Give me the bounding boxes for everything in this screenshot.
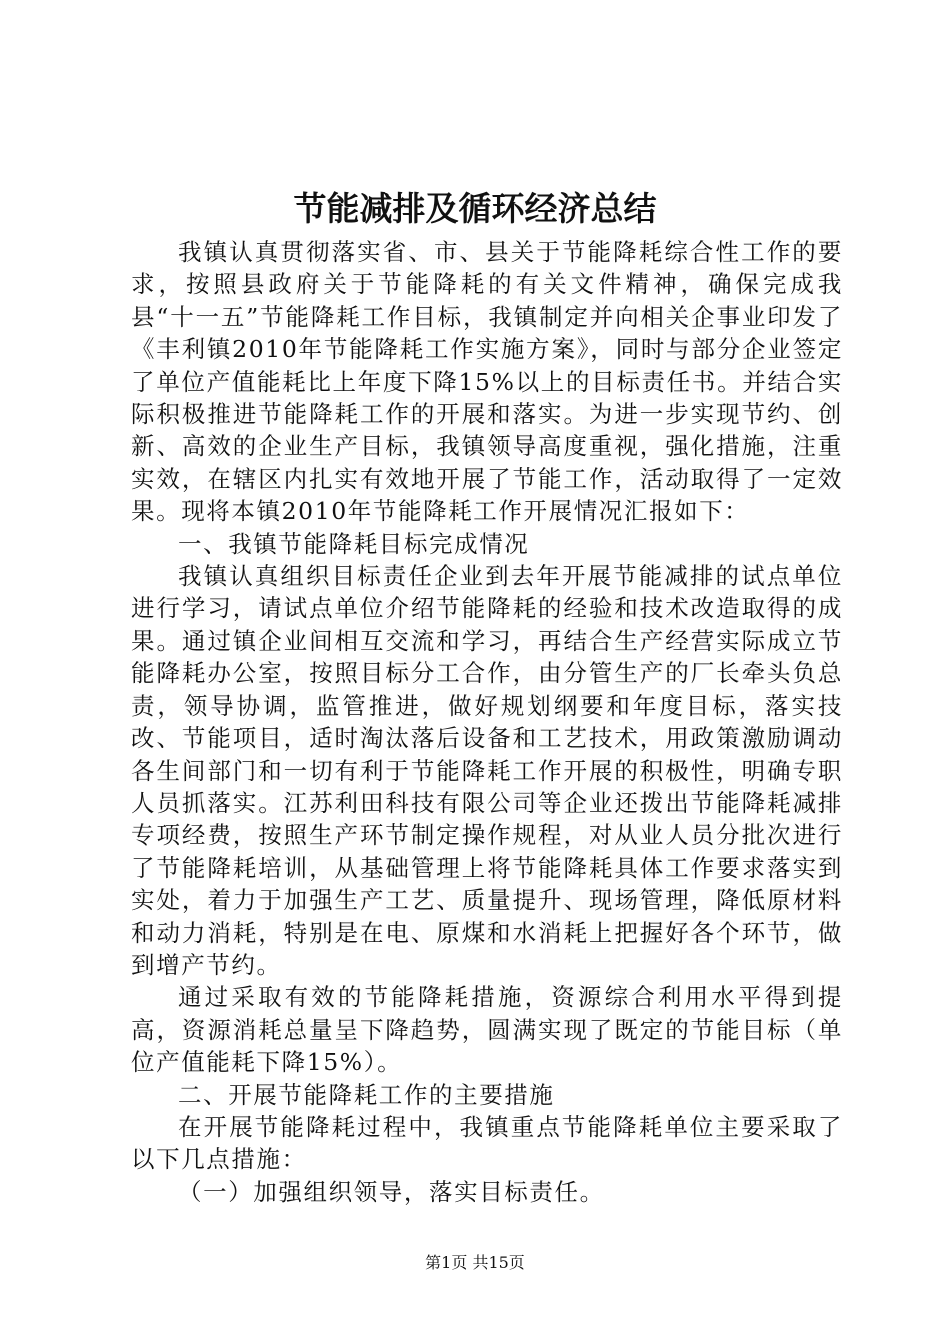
paragraph-results: 通过采取有效的节能降耗措施，资源综合利用水平得到提高，资源消耗总量呈下降趋势，圆满实现了既定的节能目标（单位产值能耗下降15%）。 (131, 983, 843, 1077)
document-title: 节能减排及循环经济总结 (293, 189, 657, 228)
page-footer: 第1页 共15页 (425, 1253, 525, 1272)
paragraph-intro: 我镇认真贯彻落实省、市、县关于节能降耗综合性工作的要求，按照县政府关于节能降耗的有关文件精神，确保完成我县“十一五”节能降耗工作目标，我镇制定并向相关企事业印发了《丰利镇2010年节能降耗工作实施方案》，同时与部分企业签定了单位产值能耗比上年度下降15%以上的目标责任书。并结合实际积极推进节能降耗工作的开展和落实。为进一步实现节约、创新、高效的企业生产目标，我镇领导高度重视，强化措施，注重实效，在辖区内扎实有效地开展了节能工作，活动取得了一定效果。现将本镇2010年节能降耗工作开展情况汇报如下： (131, 238, 843, 526)
paragraph-section-1: 我镇认真组织目标责任企业到去年开展节能减排的试点单位进行学习，请试点单位介绍节能降耗的经验和技术改造取得的成果。通过镇企业间相互交流和学习，再结合生产经营实际成立节能降耗办公室，按照目标分工合作，由分管生产的厂长牵头负总责，领导协调，监管推进，做好规划纲要和年度目标，落实技改、节能项目，适时淘汰落后设备和工艺技术，用政策激励调动各生间部门和一切有利于节能降耗工作开展的积极性，明确专职人员抓落实。江苏利田科技有限公司等企业还拨出节能降耗减排专项经费，按照生产环节制定操作规程，对从业人员分批次进行了节能降耗培训，从基础管理上将节能降耗具体工作要求落实到实处，着力于加强生产工艺、质量提升、现场管理，降低原材料和动力消耗，特别是在电、原煤和水消耗上把握好各个环节，做到增产节约。 (131, 562, 843, 979)
paragraph-section-2: 在开展节能降耗过程中，我镇重点节能降耗单位主要采取了以下几点措施： (131, 1112, 843, 1174)
document-body (131, 236, 843, 1208)
subsection-heading-1: （一）加强组织领导，落实目标责任。 (178, 1177, 605, 1206)
section-heading-1: 一、我镇节能降耗目标完成情况 (178, 529, 530, 558)
section-heading-2: 二、开展节能降耗工作的主要措施 (178, 1080, 555, 1109)
